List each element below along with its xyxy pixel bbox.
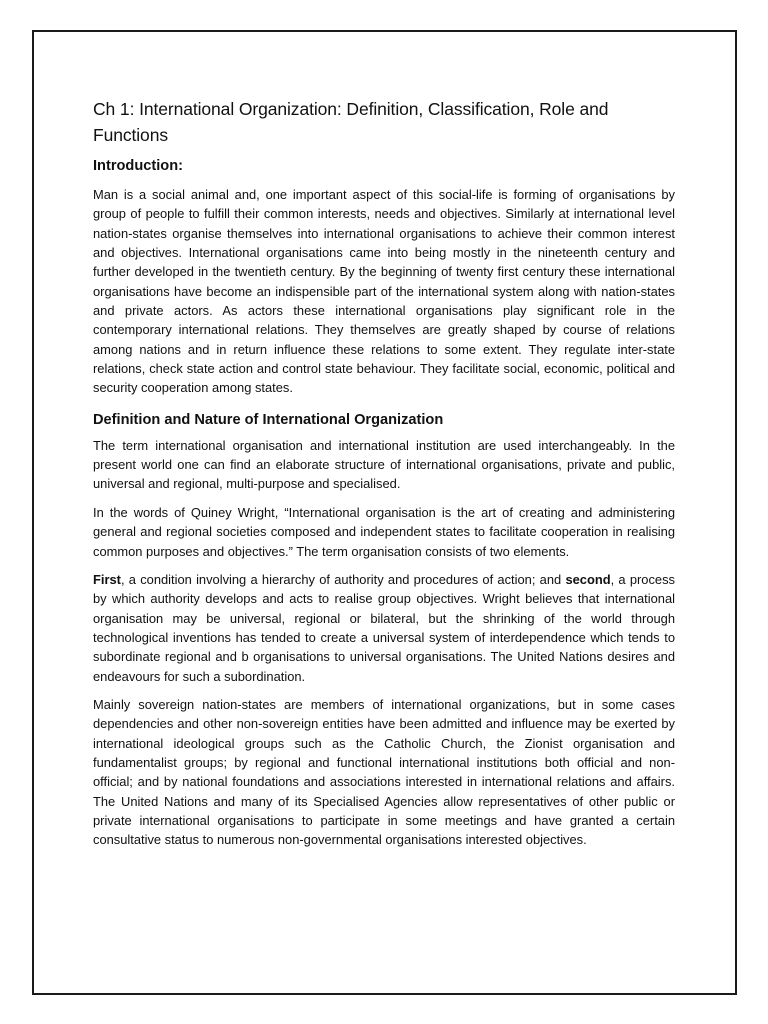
definition-heading: Definition and Nature of International Organization bbox=[93, 411, 444, 428]
definition-paragraph-2: In the words of Quiney Wright, “International organisation is the art of creating and administering general and regional societies composed and independent states to facilitate cooperation in realising common purposes and objectives.” The term organisation consists of two elements. bbox=[93, 504, 675, 559]
membership-paragraph: Mainly sovereign nation-states are members of international organizations, but in some cases dependencies and other non-sovereign entities have been admitted and influence may be exerted by international ideological groups such as the Catholic Church, the Zionist organisation and fundamentalist groups; by regional and functional international institutions both official and non-official; and by national foundations and associations interested in international relations and affairs. The United Nations and many of its Specialised Agencies allow representatives of other public or private international organisations to participate in some meetings and have granted a certain consultative status to numerous non-governmental organisations interested objectives. bbox=[93, 696, 675, 848]
introduction-heading: Introduction: bbox=[93, 158, 183, 174]
second-label: second bbox=[565, 571, 611, 587]
elements-paragraph bbox=[93, 570, 675, 686]
chapter-title: Ch 1: International Organization: Definition, Classification, Role and Functions bbox=[93, 99, 609, 145]
document-body bbox=[93, 96, 675, 859]
definition-paragraph-1: The term international organisation and international institution are used interchangeably. In the present world one can find an elaborate structure of international organisations, private and public, universal and regional, multi-purpose and specialised. bbox=[93, 437, 675, 492]
introduction-paragraph: Man is a social animal and, one important aspect of this social-life is forming of organisations by group of people to fulfill their common interests, needs and objectives. Similarly at international level nation-states organise themselves into international organisations to achieve their common interest and objectives. International organisations came into being mostly in the nineteenth century and further developed in the twentieth century. By the beginning of twenty first century these international organisations have become an indispensible part of the international system along with nation-states and private actors. As actors these international organisations play significant role in the contemporary international relations. They themselves are greatly shaped by course of relations among nations and in return influence these relations to some extent. They regulate inter-state relations, check state action and control state behaviour. They facilitate social, economic, political and security cooperation among states. bbox=[93, 187, 675, 396]
first-label: First bbox=[93, 571, 121, 587]
second-text: , a process by which authority develops and acts to realise group objectives. Wright believes that international organisation may be universal, regional or bilateral, but the shrinking of the world through technological inventions has tended to create a universal system of interdependence which tends to subordinate regional and b organisations to universal organisations. The United Nations desires and endeavours for such a subordination. bbox=[93, 571, 675, 684]
first-text: , a condition involving a hierarchy of authority and procedures of action; and bbox=[120, 571, 566, 587]
